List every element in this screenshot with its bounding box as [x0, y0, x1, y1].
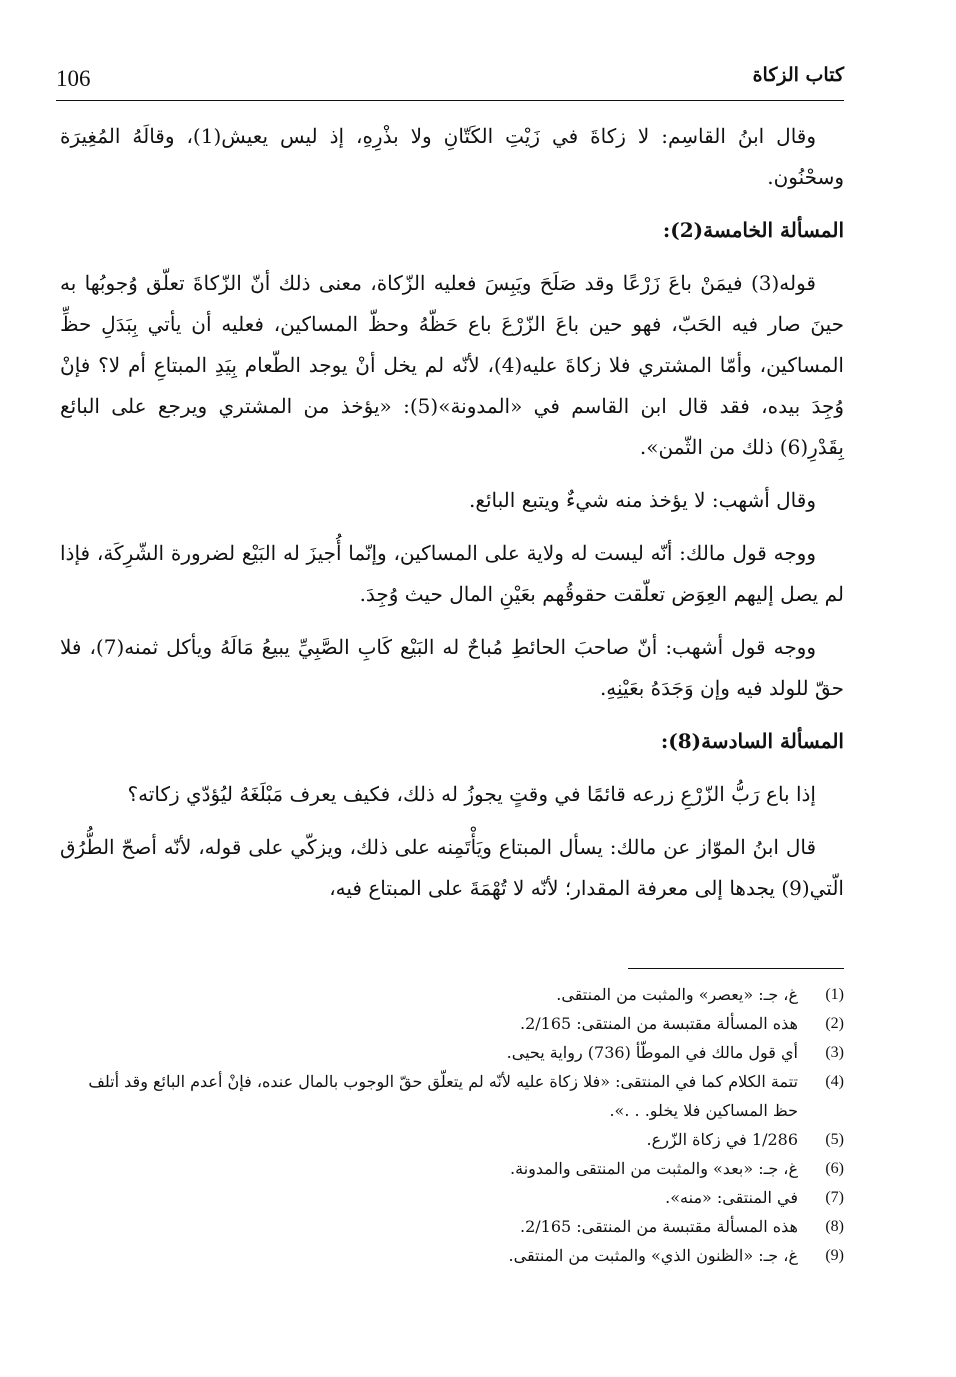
- paragraph-standing-crop: إذا باع رَبُّ الزّرْعِ زرعه قائمًا في وقتٍ يجوزُ له ذلك، فكيف يعرف مَبْلَغَهُ ليُؤدّي زكاته؟: [127, 782, 816, 806]
- footnote-text: في المنتقى: «منه».: [665, 1188, 798, 1207]
- footnote: [60, 1183, 844, 1212]
- running-title: كتاب الزكاة: [752, 64, 844, 86]
- footnote-text: 1/286 في زكاة الزّرع.: [646, 1130, 798, 1149]
- footnotes: [60, 980, 844, 1270]
- paragraph-malik-reasoning: ووجه قول مالك: أنّه ليست له ولاية على المساكين، وإنّما أُجيزَ له البَيْع لضرورة الشّرِكَة، فإذا لم يصل إليهم العِوَض تعلّقت حقوقُهم بعَيْنِ المال حيث وُجِدَ.: [60, 541, 844, 606]
- footnote: [60, 1212, 844, 1241]
- paragraph-ibn-alqasim: وقال ابنُ القاسِم: لا زكاةَ في زَيْتِ الكَتّانِ ولا بذْرِهِ، إذ ليس يعيش(1)، وقالَهُ المُغِيرَة وسحْنُون.: [60, 124, 844, 189]
- footnote-number: (4): [825, 1073, 844, 1090]
- footnote-number: (6): [825, 1160, 844, 1177]
- footnote: [60, 1125, 844, 1154]
- footnote: [60, 1009, 844, 1038]
- header-rule: [56, 100, 844, 101]
- footnote-number: (9): [825, 1247, 844, 1264]
- footnote: [60, 980, 844, 1009]
- paragraph-sale-of-crop: قوله(3) فيمَنْ باعَ زَرْعًا وقد صَلَحَ ويَبِسَ فعليه الزّكاة، معنى ذلك أنّ الزّكاةَ تعلّق وُجوبُها به حينَ صار فيه الحَبّ، فهو حين باعَ الزّرْعَ باع حَظّهُ وحظّ المساكين، فعليه أن يأتي بِبَدَلِ حظِّ المساكين، وأمّا المشتري فلا زكاةَ عليه(4)، لأنّه لم يخل أنْ يوجد الطّعام بِيَدِ المبتاعِ أم لا؟ فإنْ وُجِدَ بيده، فقد قال ابن القاسم في «المدونة»(5): «يؤخذ من المشتري ويرجع على البائع بِقَدْرِ(6) ذلك من الثّمن».: [60, 271, 845, 459]
- footnote-text: غ، جـ: «بعد» والمثبت من المنتقى والمدونة.: [510, 1159, 798, 1178]
- footnote: [60, 1038, 844, 1067]
- footnote-number: (7): [825, 1189, 844, 1206]
- paragraph-ashhab: وقال أشهب: لا يؤخذ منه شيءٌ ويتبع البائع.: [468, 488, 816, 512]
- footnote-number: (5): [825, 1131, 844, 1148]
- footnote-number: (3): [825, 1044, 844, 1061]
- main-text: [60, 116, 844, 921]
- page-number: 106: [56, 66, 91, 91]
- heading-fifth-issue: المسألة الخامسة(2):: [662, 218, 844, 242]
- page-header: [56, 62, 844, 102]
- footnote-text: غ، جـ: «الظنون الذي» والمثبت من المنتقى.: [508, 1246, 798, 1265]
- footnote-text: غ، جـ: «يعصر» والمثبت من المنتقى.: [556, 985, 798, 1004]
- footnote-number: (1): [825, 986, 844, 1003]
- footnote-rule: [628, 968, 844, 969]
- paragraph-ashhab-reasoning: ووجه قول أشهب: أنّ صاحبَ الحائطِ مُباحٌ له البَيْع كَابِ الصَّبِيِّ يبيعُ مَالَهُ ويأكل ثمنه(7)، فلا حقّ للولد فيه وإن وَجَدَهُ بعَيْنِهِ.: [60, 635, 844, 700]
- footnote: [60, 1154, 844, 1183]
- footnote-text: هذه المسألة مقتبسة من المنتقى: 2/165.: [520, 1217, 798, 1236]
- footnote-text: هذه المسألة مقتبسة من المنتقى: 2/165.: [520, 1014, 798, 1033]
- footnote-number: (2): [825, 1015, 844, 1032]
- footnote-number: (8): [825, 1218, 844, 1235]
- heading-sixth-issue: المسألة السادسة(8):: [660, 729, 844, 753]
- footnote-text: أي قول مالك في الموطّأ (736) رواية يحيى.: [506, 1043, 798, 1062]
- footnote-text: تتمة الكلام كما في المنتقى: «فلا زكاة عليه لأنّه لم يتعلّق حقّ الوجوب بالمال عنده، فإنْ أعدم البائع وقد أتلف حظ المساكين فلا يخلو. . .».: [88, 1072, 798, 1120]
- paragraph-ibn-almawwaz: قال ابنُ الموّاز عن مالك: يسأل المبتاع ويَأْتَمِنه على ذلك، ويزكّي على قوله، لأنّه أصحّ الطُّرُق الّتي(9) يجدها إلى معرفة المقدار؛ لأنّه لا تُهْمَةَ على المبتاع فيه،: [60, 835, 844, 900]
- footnote: [60, 1067, 844, 1125]
- footnote: [60, 1241, 844, 1270]
